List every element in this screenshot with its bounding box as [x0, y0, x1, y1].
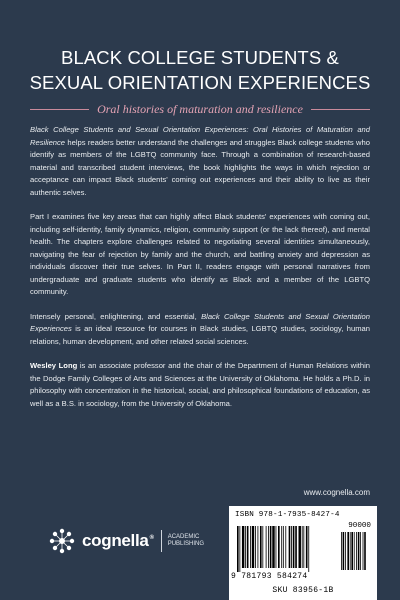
publisher-logo-wordmark	[82, 531, 154, 551]
barcode-box	[229, 506, 377, 600]
barcode-bar	[258, 526, 259, 568]
publisher-logo-divider	[161, 530, 162, 552]
barcode-bar	[278, 526, 280, 568]
book-subtitle: Oral histories of maturation and resilience	[97, 101, 303, 116]
barcode-addon-bar	[343, 532, 345, 570]
description-book-title: Black College Students and Sexual Orientation Experiences: Oral Histories of Maturation and Resilience	[30, 125, 370, 147]
publisher-logo-subtitle	[168, 534, 204, 548]
isbn-label: ISBN 978-1-7935-8427-4	[235, 511, 340, 519]
description-paragraph-2: Part I examines five key areas that can highly affect Black students' experiences with coming out, including self-identity, family dynamics, religion, community support (or the lack thereof), and mental health. The chapters explore challenges related to negotiating several identities simultaneously, navigating the fear of rejection by family and the church, and battling anxiety and depression as individuals discover their true selves. In Part II, readers engage with personal narratives from undergraduate and graduate students who identify as Black and a member of the LGBTQ community.	[30, 212, 370, 296]
subtitle-right-rule	[311, 109, 370, 110]
barcode-bar	[289, 526, 291, 568]
barcode-bar	[293, 526, 295, 568]
barcode-bar	[276, 526, 277, 568]
barcode-bar	[260, 526, 262, 568]
sku-label: SKU 83956-1B	[272, 586, 334, 595]
barcode-bar	[242, 526, 244, 568]
barcode-bar	[239, 526, 240, 572]
barcode-bar	[308, 526, 309, 572]
subtitle-left-rule	[30, 109, 89, 110]
barcode-addon-bar	[363, 532, 364, 570]
barcode-addon-bar	[354, 532, 355, 570]
barcode-bar	[285, 526, 286, 568]
description-paragraph-3-book-title: Black College Students and Sexual Orientation Experiences	[30, 311, 370, 333]
author-bio-text: is an associate professor and the chair of the Department of Human Relations within the Dodge Family Colleges of Arts and Sciences at the University of Oklahoma. He holds a Ph.D. in philosophy with concentration in the historical, social, and philosophical foundations of education, as well as a B.S. in sociology, from the University of Oklahoma.	[30, 361, 370, 408]
publisher-logo-tm: ®	[149, 535, 154, 542]
cognella-logo-icon	[48, 527, 76, 555]
barcode-bar	[302, 526, 303, 568]
book-title-line-2: SEXUAL ORIENTATION EXPERIENCES	[29, 72, 371, 93]
barcode-addon-bar	[358, 532, 360, 570]
barcode-bar	[283, 526, 284, 568]
barcode-bar	[250, 526, 251, 568]
description-paragraph-3-start: Intensely personal, enlightening, and essential,	[30, 311, 202, 321]
barcode-bar	[268, 526, 269, 568]
barcode-bar	[303, 526, 304, 568]
price-code: 90000	[348, 522, 371, 530]
description-paragraph-3	[30, 311, 370, 349]
barcode-bar	[299, 526, 301, 568]
barcode-graphic	[235, 520, 373, 572]
barcode-bar	[247, 526, 249, 568]
book-description	[30, 124, 370, 422]
barcode-addon-bar	[350, 532, 351, 570]
description-paragraph-1	[30, 124, 370, 199]
barcode-bar	[255, 526, 256, 568]
book-title	[20, 45, 380, 95]
barcode-bar	[237, 526, 239, 572]
subtitle-row	[30, 100, 370, 118]
publisher-website: www.cognella.com	[303, 488, 370, 497]
barcode-addon-bar	[364, 532, 366, 570]
book-title-line-1: BLACK COLLEGE STUDENTS &	[61, 47, 339, 68]
barcode-bar	[252, 526, 254, 568]
author-bio	[30, 360, 370, 410]
barcode-bar	[266, 526, 267, 568]
publisher-logo-sub-line-2: PUBLISHING	[167, 541, 205, 547]
barcode-bar	[245, 526, 246, 568]
barcode-bar	[306, 526, 308, 568]
barcode-addon-bar	[351, 532, 353, 570]
description-paragraph-1-text: helps readers better understand the challenges and struggles Black college students who identify as members of the LGBTQ community face. Through a combination of research-based material and transcribed student interviews, the book highlights the ways in which rejection or acceptance can impact Black students' coming out experiences and their ability to live as their authentic selves.	[30, 137, 370, 197]
barcode-bar	[295, 526, 297, 568]
publisher-logo-sub-line-1: ACADEMIC	[167, 534, 200, 540]
barcode-bar	[270, 526, 272, 568]
author-name: Wesley Long	[30, 361, 78, 370]
barcode-bar	[262, 526, 263, 568]
barcode-addon-bar	[356, 532, 357, 570]
description-paragraph-3-rest: is an ideal resource for courses in Black studies, LGBTQ studies, sociology, human relations, human development, and other related social sciences.	[30, 324, 370, 346]
barcode-addon-bar	[345, 532, 346, 570]
barcode-bar	[272, 526, 274, 568]
publisher-logo	[48, 527, 204, 555]
barcode-number: 9 781793 584274	[231, 572, 308, 581]
barcode-addon-bar	[360, 532, 361, 570]
barcode-bar	[291, 526, 292, 568]
barcode-addon-bar	[341, 532, 342, 570]
barcode-bar	[281, 526, 282, 568]
barcode-addon-bar	[347, 532, 349, 570]
publisher-logo-name: cognella	[82, 531, 149, 550]
